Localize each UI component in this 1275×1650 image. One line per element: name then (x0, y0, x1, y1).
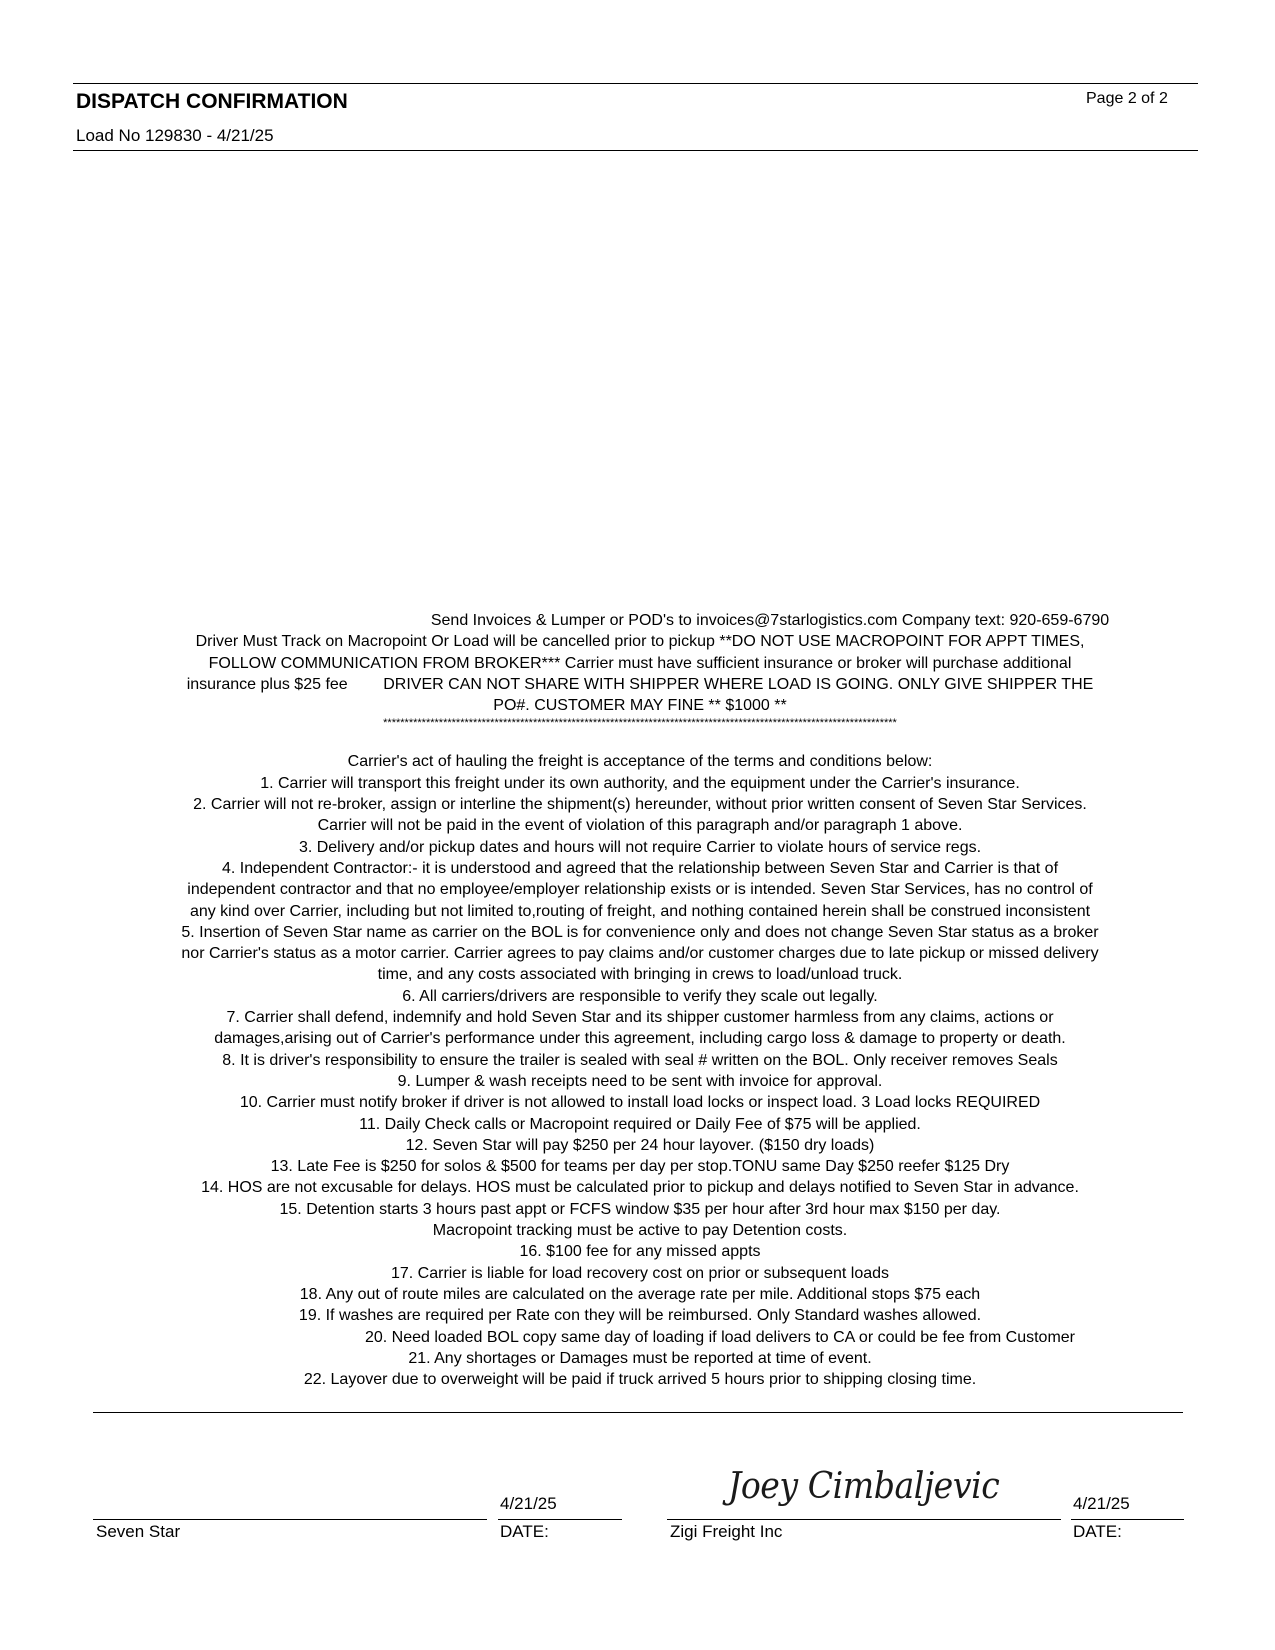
note-line: ************************************************************************************************************************ (383, 717, 897, 730)
page-number: Page 2 of 2 (1086, 90, 1168, 107)
note-line: 19. If washes are required per Rate con they will be reimbursed. Only Standard washes allowed. (298, 1307, 982, 1325)
right-date-label: DATE: (1073, 1522, 1122, 1541)
header-bottom-rule (73, 150, 1198, 151)
right-date-value: 4/21/25 (1073, 1494, 1130, 1513)
note-line: time, and any costs associated with bringing in crews to load/unload truck. (377, 966, 903, 984)
note-line: 18. Any out of route miles are calculated on the average rate per mile. Additional stops $75 each (299, 1285, 981, 1303)
note-line: Send Invoices & Lumper or POD's to invoices@7starlogistics.com Company text: 920-659-6790 (430, 612, 1110, 629)
note-line: 9. Lumper & wash receipts need to be sent with invoice for approval. (397, 1072, 883, 1090)
note-line: 10. Carrier must notify broker if driver is not allowed to install load locks or inspect load. 3 Load locks REQUIRED (239, 1094, 1041, 1112)
handwritten-signature: Joey Cimbaljevic (728, 1466, 1000, 1507)
load-number: Load No 129830 - 4/21/25 (76, 126, 274, 145)
note-line: 14. HOS are not excusable for delays. HOS must be calculated prior to pickup and delays notified to Seven Star in advance. (201, 1179, 1079, 1197)
note-line: 8. It is driver's responsibility to ensure the trailer is sealed with seal # written on the BOL. Only receiver removes Seals (222, 1051, 1058, 1069)
left-signature-line (93, 1519, 487, 1520)
note-line: 11. Daily Check calls or Macropoint required or Daily Fee of $75 will be applied. (359, 1115, 921, 1133)
note-line: FOLLOW COMMUNICATION FROM BROKER*** Carrier must have sufficient insurance or broker will purchase additional (208, 654, 1072, 672)
note-line: 13. Late Fee is $250 for solos & $500 for teams per day per stop.TONU same Day $250 reefer $125 Dry (270, 1158, 1010, 1176)
note-line: 4. Independent Contractor:- it is understood and agreed that the relationship between Seven Star and Carrier is that of (221, 859, 1059, 877)
terms-and-conditions (80, 610, 1200, 1390)
note-line: any kind over Carrier, including but not limited to,routing of freight, and nothing contained herein shall be construed inconsistent (189, 902, 1091, 920)
note-line: insurance plus $25 fee DRIVER CAN NOT SHARE WITH SHIPPER WHERE LOAD IS GOING. ONLY GIVE SHIPPER THE (186, 675, 1094, 693)
left-date-value: 4/21/25 (500, 1494, 557, 1513)
note-line: 17. Carrier is liable for load recovery cost on prior or subsequent loads (390, 1264, 890, 1282)
note-line: 22. Layover due to overweight will be paid if truck arrived 5 hours prior to shipping closing time. (303, 1371, 977, 1389)
note-line: Carrier's act of hauling the freight is acceptance of the terms and conditions below: (347, 753, 933, 771)
left-date-line (498, 1519, 622, 1520)
note-line: 5. Insertion of Seven Star name as carrier on the BOL is for convenience only and does not change Seven Star status as a broker (181, 923, 1099, 941)
note-line: 20. Need loaded BOL copy same day of loading if load delivers to CA or could be fee from Customer (364, 1328, 1076, 1346)
right-party-name: Zigi Freight Inc (670, 1522, 783, 1541)
document-title: DISPATCH CONFIRMATION (76, 90, 348, 113)
note-line: 1. Carrier will transport this freight under its own authority, and the equipment under the Carrier's insurance. (260, 774, 1020, 792)
left-party-name: Seven Star (96, 1522, 181, 1541)
left-date-label: DATE: (500, 1522, 549, 1541)
note-line: PO#. CUSTOMER MAY FINE ** $1000 ** (493, 697, 787, 715)
note-line: 15. Detention starts 3 hours past appt or FCFS window $35 per hour after 3rd hour max $150 per day. (279, 1200, 1001, 1218)
terms-bottom-rule (93, 1412, 1183, 1413)
header-top-rule (73, 83, 1198, 84)
note-line: 2. Carrier will not re-broker, assign or interline the shipment(s) hereunder, without prior written consent of Seven Star Services. (193, 796, 1087, 814)
note-line: independent contractor and that no employee/employer relationship exists or is intended. Seven Star Services, has no control of (187, 881, 1093, 899)
note-line (80, 730, 1200, 751)
note-line: 3. Delivery and/or pickup dates and hours will not require Carrier to violate hours of service regs. (298, 838, 982, 856)
note-line: 7. Carrier shall defend, indemnify and hold Seven Star and its shipper customer harmless from any claims, actions or (226, 1009, 1054, 1027)
note-line: 6. All carriers/drivers are responsible to verify they scale out legally. (402, 987, 878, 1005)
note-line: 12. Seven Star will pay $250 per 24 hour layover. ($150 dry loads) (405, 1136, 875, 1154)
note-line: 16. $100 fee for any missed appts (519, 1243, 761, 1261)
right-date-line (1071, 1519, 1184, 1520)
note-line: Macropoint tracking must be active to pay Detention costs. (432, 1222, 848, 1240)
note-line: damages,arising out of Carrier's performance under this agreement, including cargo loss & damage to property or death. (214, 1030, 1066, 1048)
note-line: Carrier will not be paid in the event of violation of this paragraph and/or paragraph 1 above. (317, 817, 963, 835)
note-line: 21. Any shortages or Damages must be reported at time of event. (408, 1349, 872, 1367)
note-line: nor Carrier's status as a motor carrier. Carrier agrees to pay claims and/or customer charges due to late pickup or missed delivery (181, 945, 1099, 963)
right-signature-line (667, 1519, 1061, 1520)
note-line: Driver Must Track on Macropoint Or Load will be cancelled prior to pickup **DO NOT USE MACROPOINT FOR APPT TIMES, (195, 633, 1085, 651)
